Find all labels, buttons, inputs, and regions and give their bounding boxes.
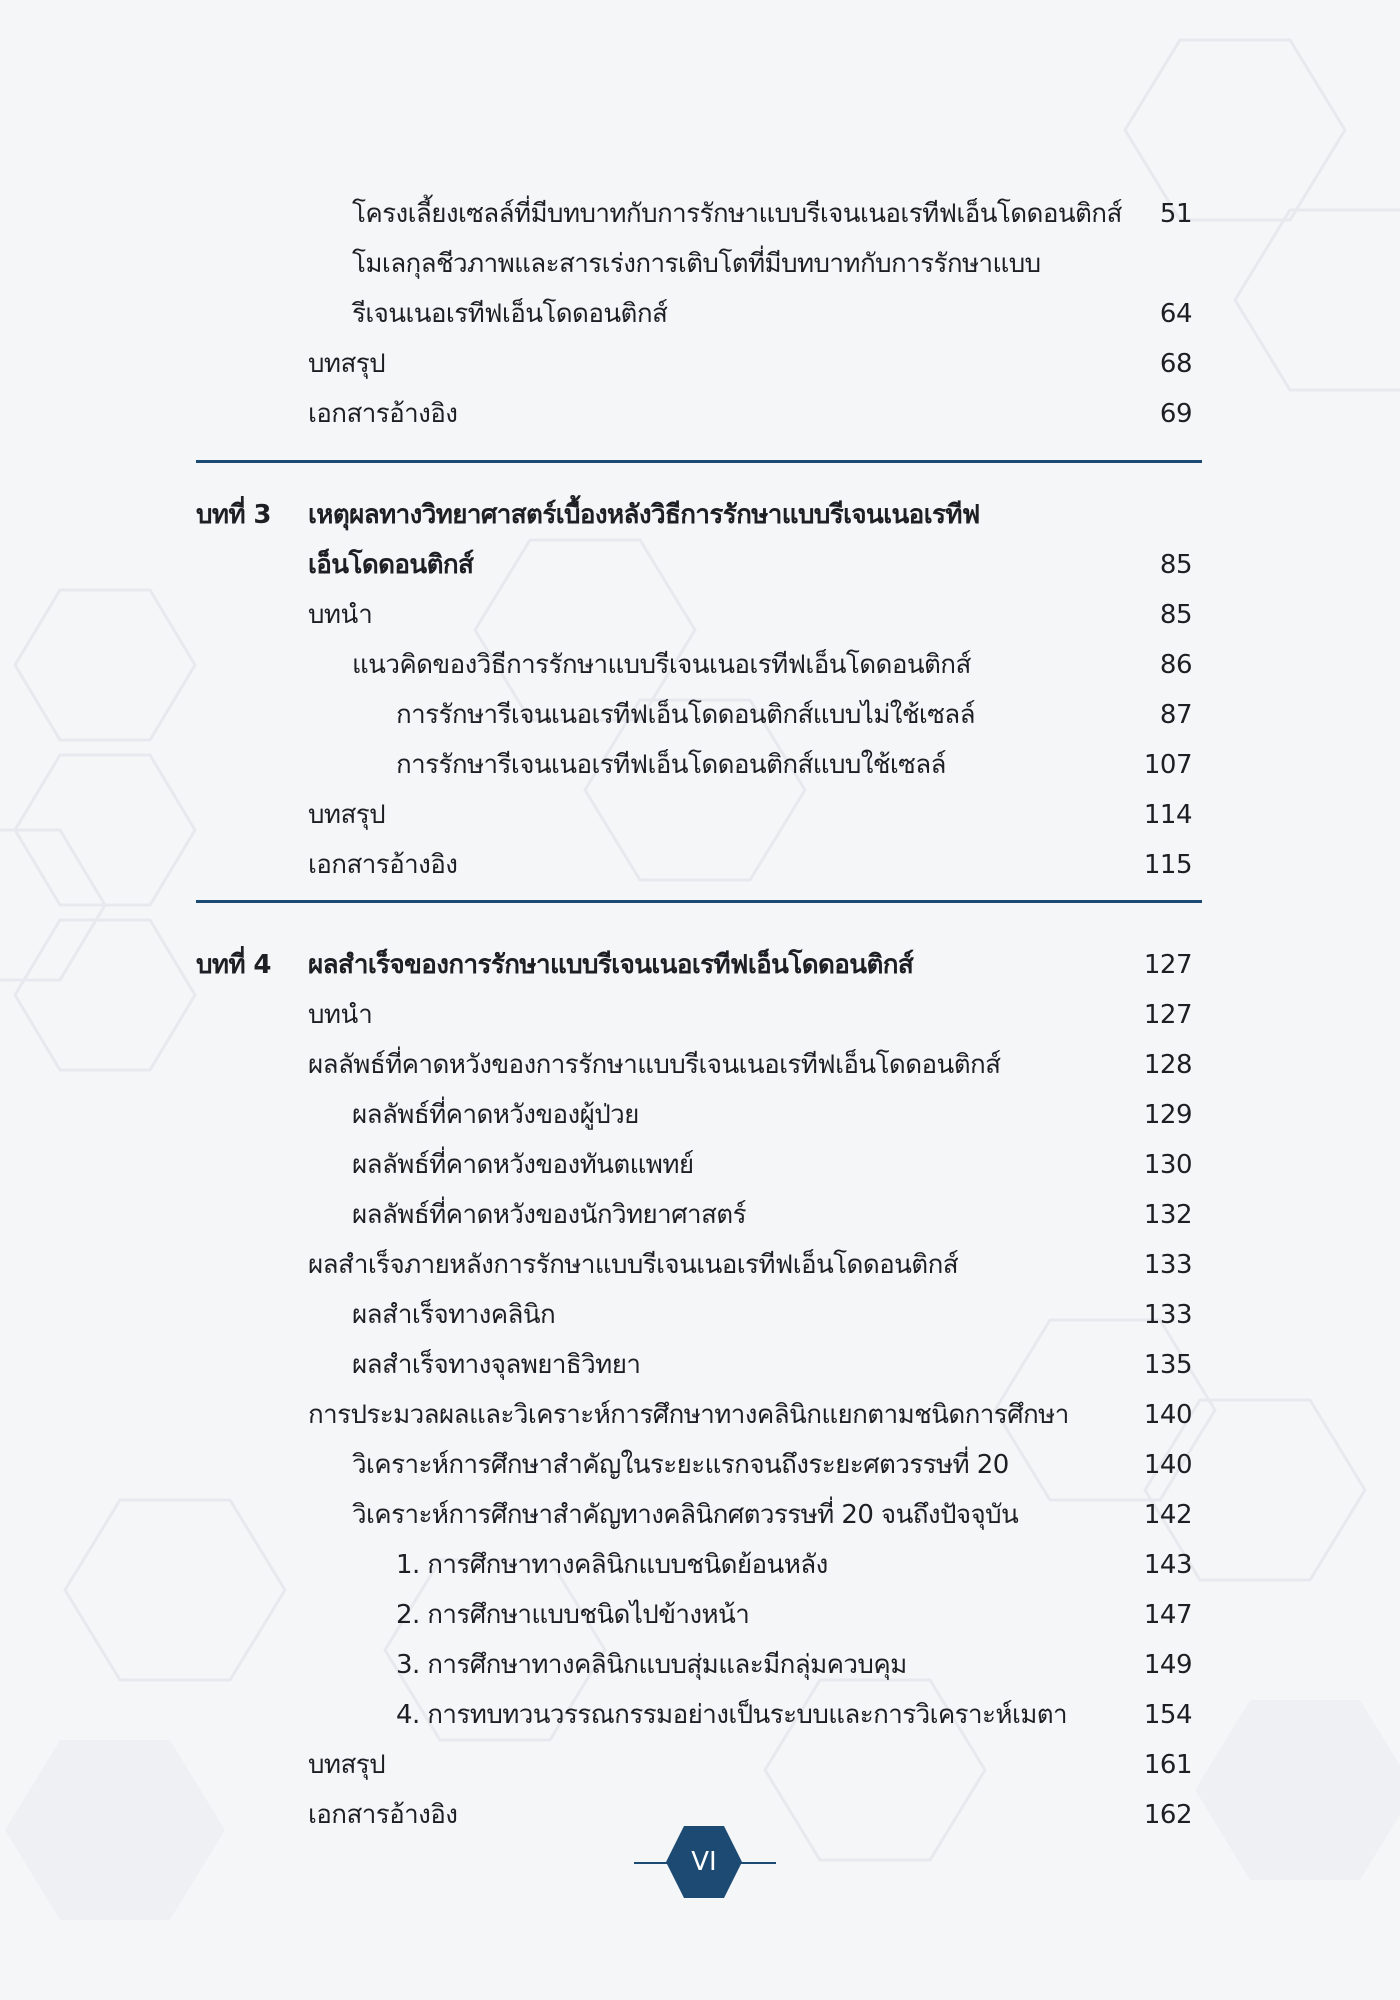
toc-entry[interactable] <box>0 289 1400 339</box>
section-divider <box>196 900 1202 903</box>
toc-entry-title: เอกสารอ้างอิง <box>308 850 458 880</box>
toc-entry[interactable] <box>0 1590 1400 1640</box>
toc-entry-page: 143 <box>1143 1550 1192 1580</box>
chapter-3-page: 85 <box>1159 550 1192 580</box>
toc-entry-page: 68 <box>1159 349 1192 379</box>
toc-entry[interactable] <box>0 1290 1400 1340</box>
page-number: VI <box>691 1847 717 1877</box>
toc-entry-title: บทสรุป <box>308 1750 385 1780</box>
toc-entry-title: 2. การศึกษาแบบชนิดไปข้างหน้า <box>396 1600 750 1630</box>
toc-entry-title: เอกสารอ้างอิง <box>308 1800 458 1830</box>
toc-entry-page: 132 <box>1143 1200 1192 1230</box>
toc-entry-title: วิเคราะห์การศึกษาสำคัญในระยะแรกจนถึงระยะศตวรรษที่ 20 <box>352 1450 1009 1480</box>
chapter-3-title-line2: เอ็นโดดอนติกส์ <box>308 550 474 580</box>
toc-entry-page: 154 <box>1143 1700 1192 1730</box>
toc-entry-title: เอกสารอ้างอิง <box>308 399 458 429</box>
toc-entry-page: 127 <box>1143 1000 1192 1030</box>
toc-entry[interactable] <box>0 1140 1400 1190</box>
toc-entry-title: ผลสำเร็จทางจุลพยาธิวิทยา <box>352 1350 641 1380</box>
toc-entry-page: 114 <box>1143 800 1192 830</box>
toc-entry-title: โครงเลี้ยงเซลล์ที่มีบทบาทกับการรักษาแบบรีเจนเนอเรทีฟเอ็นโดดอนติกส์ <box>352 199 1122 229</box>
toc-entry-page: 133 <box>1143 1300 1192 1330</box>
toc-entry-page: 129 <box>1143 1100 1192 1130</box>
toc-entry-page: 142 <box>1143 1500 1192 1530</box>
toc-entry-page: 149 <box>1143 1650 1192 1680</box>
toc-entry[interactable] <box>0 1340 1400 1390</box>
toc-entry[interactable] <box>0 840 1400 890</box>
toc-entry-title: รีเจนเนอเรทีฟเอ็นโดดอนติกส์ <box>352 299 668 329</box>
toc-entry[interactable] <box>0 1190 1400 1240</box>
chapter-3-heading-cont[interactable] <box>0 540 1400 590</box>
toc-entry-page: 147 <box>1143 1600 1192 1630</box>
toc-entry[interactable] <box>0 690 1400 740</box>
toc-entry[interactable] <box>0 1690 1400 1740</box>
toc-entry-page: 107 <box>1143 750 1192 780</box>
toc-entry-page: 51 <box>1159 199 1192 229</box>
toc-entry-page: 140 <box>1143 1400 1192 1430</box>
toc-entry-title: 3. การศึกษาทางคลินิกแบบสุ่มและมีกลุ่มควบคุม <box>396 1650 907 1680</box>
toc-entry-title: 1. การศึกษาทางคลินิกแบบชนิดย้อนหลัง <box>396 1550 828 1580</box>
toc-entry[interactable] <box>0 1240 1400 1290</box>
toc-entry-page: 86 <box>1159 650 1192 680</box>
chapter-3-heading[interactable] <box>0 490 1400 540</box>
toc-entry-title: บทสรุป <box>308 800 385 830</box>
toc-entry-page: 128 <box>1143 1050 1192 1080</box>
toc-entry[interactable] <box>0 389 1400 439</box>
toc-entry-title: แนวคิดของวิธีการรักษาแบบรีเจนเนอเรทีฟเอ็นโดดอนติกส์ <box>352 650 971 680</box>
toc-entry-title: ผลลัพธ์ที่คาดหวังของการรักษาแบบรีเจนเนอเรทีฟเอ็นโดดอนติกส์ <box>308 1050 1001 1080</box>
toc-entry[interactable] <box>0 590 1400 640</box>
toc-entry[interactable] <box>0 790 1400 840</box>
section-divider <box>196 460 1202 463</box>
chapter-4-title: ผลสำเร็จของการรักษาแบบรีเจนเนอเรทีฟเอ็นโดดอนติกส์ <box>308 950 914 980</box>
toc-entry-page: 87 <box>1159 700 1192 730</box>
toc-entry[interactable] <box>0 1440 1400 1490</box>
toc-entry[interactable] <box>0 1640 1400 1690</box>
toc-entry-page: 162 <box>1143 1800 1192 1830</box>
toc-entry[interactable] <box>0 239 1400 289</box>
toc-entry-page: 64 <box>1159 299 1192 329</box>
toc-entry-title: การประมวลผลและวิเคราะห์การศึกษาทางคลินิกแยกตามชนิดการศึกษา <box>308 1400 1069 1430</box>
toc-entry-title: บทสรุป <box>308 349 385 379</box>
toc-entry-page: 133 <box>1143 1250 1192 1280</box>
toc-entry-page: 85 <box>1159 600 1192 630</box>
toc-entry[interactable] <box>0 1090 1400 1140</box>
toc-entry-title: ผลลัพธ์ที่คาดหวังของนักวิทยาศาสตร์ <box>352 1200 746 1230</box>
toc-entry-title: บทนำ <box>308 1000 373 1030</box>
toc-entry-page: 161 <box>1143 1750 1192 1780</box>
toc-entry-title: การรักษารีเจนเนอเรทีฟเอ็นโดดอนติกส์แบบใช้เซลล์ <box>396 750 946 780</box>
toc-entry-page: 140 <box>1143 1450 1192 1480</box>
chapter-3-label: บทที่ 3 <box>196 500 271 530</box>
toc-entry[interactable] <box>0 990 1400 1040</box>
toc-entry[interactable] <box>0 1490 1400 1540</box>
chapter-3-title-line1: เหตุผลทางวิทยาศาสตร์เบื้องหลังวิธีการรักษาแบบรีเจนเนอเรทีฟ <box>308 500 980 530</box>
chapter-4-heading[interactable] <box>0 940 1400 990</box>
toc-entry-title: 4. การทบทวนวรรณกรรมอย่างเป็นระบบและการวิเคราะห์เมตา <box>396 1700 1068 1730</box>
toc-entry-title: วิเคราะห์การศึกษาสำคัญทางคลินิกศตวรรษที่ 20 จนถึงปัจจุบัน <box>352 1500 1019 1530</box>
toc-entry[interactable] <box>0 640 1400 690</box>
toc-entry-title: บทนำ <box>308 600 373 630</box>
toc-entry-title: ผลสำเร็จภายหลังการรักษาแบบรีเจนเนอเรทีฟเอ็นโดดอนติกส์ <box>308 1250 959 1280</box>
toc-entry[interactable] <box>0 740 1400 790</box>
toc-entry[interactable] <box>0 339 1400 389</box>
toc-entry-page: 115 <box>1143 850 1192 880</box>
toc-entry[interactable] <box>0 1040 1400 1090</box>
toc-entry[interactable] <box>0 1390 1400 1440</box>
toc-entry-page: 130 <box>1143 1150 1192 1180</box>
toc-entry[interactable] <box>0 1540 1400 1590</box>
toc-entry-title: การรักษารีเจนเนอเรทีฟเอ็นโดดอนติกส์แบบไม่ใช้เซลล์ <box>396 700 975 730</box>
toc-entry[interactable] <box>0 1740 1400 1790</box>
toc-entry[interactable] <box>0 189 1400 239</box>
toc-entry-page: 135 <box>1143 1350 1192 1380</box>
toc-entry-title: ผลสำเร็จทางคลินิก <box>352 1300 556 1330</box>
chapter-4-label: บทที่ 4 <box>196 950 271 980</box>
toc-entry-title: ผลลัพธ์ที่คาดหวังของผู้ป่วย <box>352 1100 639 1130</box>
chapter-4-page: 127 <box>1143 950 1192 980</box>
toc-entry-title: ผลลัพธ์ที่คาดหวังของทันตแพทย์ <box>352 1150 694 1180</box>
toc-entry-page: 69 <box>1159 399 1192 429</box>
toc-entry-title: โมเลกุลชีวภาพและสารเร่งการเติบโตที่มีบทบาทกับการรักษาแบบ <box>352 249 1041 279</box>
